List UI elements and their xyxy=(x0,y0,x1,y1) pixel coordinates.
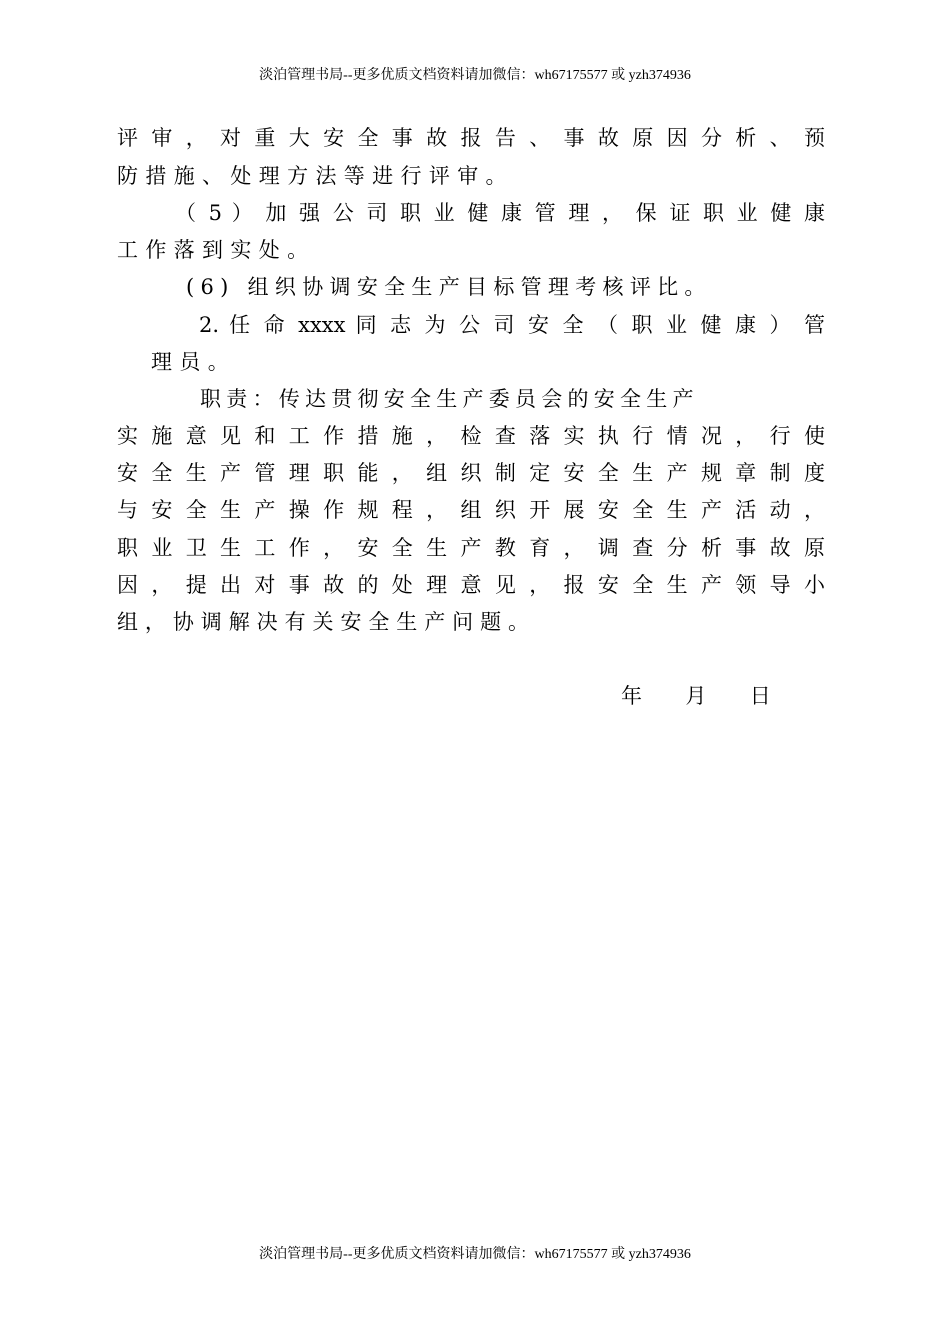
body-line-3: （ 5 ） 加 强 公 司 职 业 健 康 管 理 ， 保 证 职 业 健 康 xyxy=(175,201,825,225)
body-line-5: (6) 组织协调安全生产目标管理考核评比。 xyxy=(186,275,712,299)
page-footer: 淡泊管理书局--更多优质文档资料请加微信：wh67175577 或 yzh374936 xyxy=(259,1247,691,1262)
body-line-4: 工作落到实处。 xyxy=(117,238,316,262)
body-line-10: 安 全 生 产 管 理 职 能 ， 组 织 制 定 安 全 生 产 规 章 制 度 xyxy=(117,461,825,485)
date-signature xyxy=(621,683,771,709)
date-month: 月 xyxy=(685,684,707,708)
body-line-1: 评 审 ， 对 重 大 安 全 事 故 报 告 、 事 故 原 因 分 析 、 预 xyxy=(117,126,825,150)
body-line-8: 职责：传达贯彻安全生产委员会的安全生产 xyxy=(200,387,699,411)
body-line-9: 实 施 意 见 和 工 作 措 施 ， 检 查 落 实 执 行 情 况 ， 行 使 xyxy=(117,424,825,448)
body-line-12: 职 业 卫 生 工 作 ， 安 全 生 产 教 育 ， 调 查 分 析 事 故 原 xyxy=(117,536,825,560)
body-line-11: 与 安 全 生 产 操 作 规 程 ， 组 织 开 展 安 全 生 产 活 动 ， xyxy=(117,498,825,522)
date-day: 日 xyxy=(749,684,771,708)
body-line-13: 因 ， 提 出 对 事 故 的 处 理 意 见 ， 报 安 全 生 产 领 导 小 xyxy=(117,573,825,597)
date-year: 年 xyxy=(621,684,642,708)
page-header: 淡泊管理书局--更多优质文档资料请加微信：wh67175577 或 yzh374936 xyxy=(259,68,691,83)
body-line-7: 理员。 xyxy=(151,350,237,374)
body-line-2: 防措施、处理方法等进行评审。 xyxy=(117,164,514,188)
body-line-6: 2. 任 命 xxxx 同 志 为 公 司 安 全 （ 职 业 健 康 ） 管 xyxy=(199,313,825,337)
body-line-14: 组，协调解决有关安全生产问题。 xyxy=(117,610,536,634)
